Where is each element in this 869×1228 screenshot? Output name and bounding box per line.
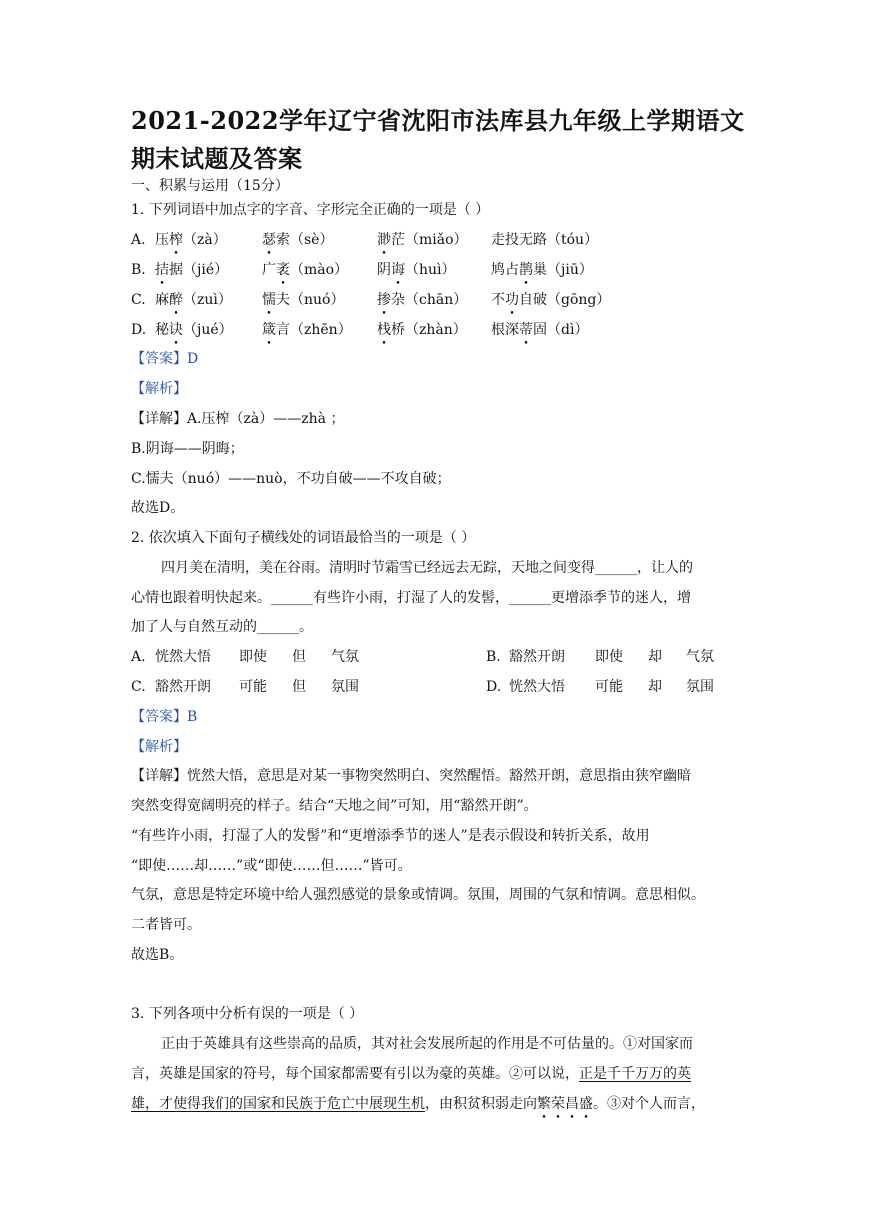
question-2-passage: 心情也跟着明快起来。______有些许小雨，打湿了人的发髻，______更增添季节的迷人，增 <box>131 590 691 606</box>
option-word-4: 氛围 <box>686 679 714 695</box>
option-word-2: 瑟索（sè） <box>262 232 334 248</box>
option-word-2: 懦夫（nuó） <box>262 292 345 308</box>
option-word-4: 气氛 <box>331 649 359 665</box>
question-2-analysis-heading: 【解析】 <box>131 739 187 755</box>
question-2-detail: “即使……却……”或“即使……但……”皆可。 <box>131 858 412 874</box>
option-word-1: 压榨（zà） <box>155 232 227 248</box>
question-2-answer: 【答案】B <box>131 709 198 725</box>
question-1-stem: 1. 下列词语中加点字的字音、字形完全正确的一项是（ ） <box>131 202 490 218</box>
question-2-stem: 2. 依次填入下面句子横线处的词语最恰当的一项是（ ） <box>131 530 476 546</box>
option-word-2: 可能 <box>239 679 267 695</box>
question-3-passage: 言，英雄是国家的符号，每个国家都需要有引以为豪的英雄。②可以说，正是千千万万的英 <box>131 1066 691 1082</box>
option-label: A. <box>131 232 146 248</box>
option-word-1: 恍然大悟 <box>155 649 211 665</box>
option-label: D. <box>486 679 502 695</box>
option-word-1: 豁然开朗 <box>155 679 211 695</box>
option-word-3: 但 <box>292 679 306 695</box>
question-1-answer: 【答案】D <box>131 351 199 367</box>
option-word-4: 不功自破（gōng） <box>491 292 611 308</box>
option-word-4: 氛围 <box>331 679 359 695</box>
option-label: A. <box>131 649 146 665</box>
question-3-stem: 3. 下列各项中分析有误的一项是（ ） <box>131 1006 364 1022</box>
option-word-2: 即使 <box>239 649 267 665</box>
question-3-passage: 雄，才使得我们的国家和民族于危亡中展现生机，由积贫积弱走向繁荣昌盛。③对个人而言， <box>131 1096 705 1112</box>
section-heading: 一、积累与运用（15分） <box>131 178 289 194</box>
option-label: C. <box>131 679 146 695</box>
option-word-1: 麻醉（zuì） <box>155 292 232 308</box>
question-1-detail: B.阴诲——阴晦； <box>131 441 244 457</box>
question-2-passage: 四月美在清明，美在谷雨。清明时节霜雪已经远去无踪，天地之间变得______，让人的 <box>161 560 693 576</box>
question-2-detail: “有些许小雨，打湿了人的发髻”和“更增添季节的迷人”是表示假设和转折关系，故用 <box>131 828 650 844</box>
underlined-sentence: 正是千千万万的英 <box>579 1066 691 1082</box>
option-label: B. <box>486 649 501 665</box>
question-1-detail: 故选D。 <box>131 500 185 516</box>
question-1-analysis-heading: 【解析】 <box>131 381 187 397</box>
document-title: 2021-2022学年辽宁省沈阳市法库县九年级上学期语文期末试题及答案 <box>131 106 745 173</box>
question-2-detail: 气氛，意思是特定环境中给人强烈感觉的景象或情调。氛围，周围的气氛和情调。意思相似。 <box>131 887 705 903</box>
option-word-3: 渺茫（miǎo） <box>377 232 468 248</box>
option-label: D. <box>131 322 147 338</box>
option-word-3: 掺杂（chān） <box>377 292 468 308</box>
option-word-3: 栈桥（zhàn） <box>377 322 467 338</box>
question-3-passage: 正由于英雄具有这些崇高的品质，其对社会发展所起的作用是不可估量的。①对国家而 <box>161 1036 693 1052</box>
option-word-3: 阴诲（huì） <box>377 262 456 278</box>
option-word-4: 气氛 <box>686 649 714 665</box>
option-word-1: 秘诀（jué） <box>155 322 233 338</box>
option-word-1: 拮据（jié） <box>155 262 229 278</box>
question-2-detail: 【详解】恍然大悟，意思是对某一事物突然明白、突然醒悟。豁然开朗，意思指由狭窄幽暗 <box>131 768 691 784</box>
option-word-4: 鸠占鹊巢（jiū） <box>491 262 593 278</box>
option-word-2: 箴言（zhēn） <box>262 322 352 338</box>
option-word-1: 恍然大悟 <box>509 679 565 695</box>
question-2-detail: 故选B。 <box>131 947 184 963</box>
question-2-detail: 突然变得宽阔明亮的样子。结合“天地之间”可知，用“豁然开朗”。 <box>131 798 538 814</box>
question-1-detail: 【详解】A.压榨（zà）——zhà ； <box>131 411 345 427</box>
question-1-detail: C.懦夫（nuó）——nuò，不功自破——不攻自破； <box>131 471 451 487</box>
option-label: C. <box>131 292 146 308</box>
question-2-passage: 加了人与自然互动的______。 <box>131 619 313 635</box>
option-word-2: 可能 <box>595 679 623 695</box>
option-word-3: 但 <box>292 649 306 665</box>
option-word-2: 即使 <box>595 649 623 665</box>
option-word-4: 根深蒂固（dì） <box>491 322 589 338</box>
underlined-sentence: 雄，才使得我们的国家和民族于危亡中展现生机 <box>131 1096 425 1112</box>
option-word-2: 广袤（mào） <box>262 262 349 278</box>
option-label: B. <box>131 262 146 278</box>
option-word-4: 走投无路（tóu） <box>491 232 599 248</box>
option-word-1: 豁然开朗 <box>509 649 565 665</box>
option-word-3: 却 <box>648 649 662 665</box>
option-word-3: 却 <box>648 679 662 695</box>
question-2-detail: 二者皆可。 <box>131 917 201 933</box>
